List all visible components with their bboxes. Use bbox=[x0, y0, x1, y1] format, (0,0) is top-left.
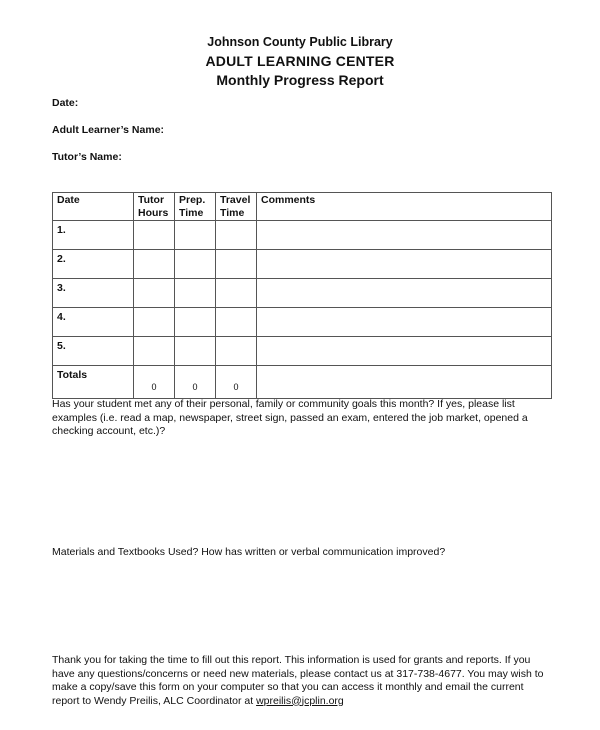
comments-cell[interactable] bbox=[257, 308, 552, 337]
travel-time-cell[interactable] bbox=[216, 308, 257, 337]
col-header-comments: Comments bbox=[257, 193, 552, 221]
table-row bbox=[53, 279, 552, 308]
tutor-hours-cell[interactable] bbox=[134, 250, 175, 279]
org-name: Johnson County Public Library bbox=[207, 35, 393, 49]
totals-comments-cell[interactable] bbox=[257, 366, 552, 399]
learner-name-field-label: Adult Learner’s Name: bbox=[52, 124, 165, 136]
travel-time-cell[interactable] bbox=[216, 279, 257, 308]
comments-cell[interactable] bbox=[257, 337, 552, 366]
table-row bbox=[53, 250, 552, 279]
center-name: ADULT LEARNING CENTER bbox=[205, 53, 395, 69]
comments-cell[interactable] bbox=[257, 221, 552, 250]
table-row bbox=[53, 337, 552, 366]
materials-question: Materials and Textbooks Used? How has written or verbal communication improved? bbox=[52, 546, 446, 558]
prep-time-cell[interactable] bbox=[175, 308, 216, 337]
table-header-row bbox=[53, 193, 552, 221]
footer-note bbox=[52, 654, 552, 708]
footer-text: Thank you for taking the time to fill out this report. This information is used for grants and reports. If you have any questions/concerns or need new materials, please contact us at 317-738-4677. You may wish to make a copy/save this form on your computer so that you can access it monthly and email the current report to Wendy Preilis, ALC Coordinator at bbox=[52, 654, 544, 707]
tutor-hours-cell[interactable] bbox=[134, 308, 175, 337]
total-travel-time: 0 bbox=[216, 366, 257, 399]
prep-time-cell[interactable] bbox=[175, 279, 216, 308]
prep-time-cell[interactable] bbox=[175, 337, 216, 366]
goals-question: Has your student met any of their personal, family or community goals this month? If yes, please list examples (i.e. read a map, newspaper, street sign, passed an exam, entered the job market, opened a checking account, etc.)? bbox=[52, 398, 528, 437]
tutor-name-field-label: Tutor’s Name: bbox=[52, 151, 122, 163]
row-number: 3. bbox=[53, 279, 134, 308]
report-title: Monthly Progress Report bbox=[216, 72, 384, 88]
row-number: 2. bbox=[53, 250, 134, 279]
row-number: 1. bbox=[53, 221, 134, 250]
table-row bbox=[53, 221, 552, 250]
date-field-label: Date: bbox=[52, 97, 79, 109]
tutor-hours-cell[interactable] bbox=[134, 279, 175, 308]
coordinator-email-link[interactable]: wpreilis@jcplin.org bbox=[256, 694, 344, 707]
row-number: 5. bbox=[53, 337, 134, 366]
comments-cell[interactable] bbox=[257, 279, 552, 308]
col-header-prep-time: Prep. Time bbox=[175, 193, 216, 221]
total-tutor-hours: 0 bbox=[134, 366, 175, 399]
progress-table bbox=[52, 192, 552, 399]
col-header-tutor-hours: Tutor Hours bbox=[134, 193, 175, 221]
tutor-hours-cell[interactable] bbox=[134, 337, 175, 366]
table-row bbox=[53, 308, 552, 337]
col-header-travel-time: Travel Time bbox=[216, 193, 257, 221]
totals-row bbox=[53, 366, 552, 399]
total-prep-time: 0 bbox=[175, 366, 216, 399]
col-header-date: Date bbox=[53, 193, 134, 221]
comments-cell[interactable] bbox=[257, 250, 552, 279]
travel-time-cell[interactable] bbox=[216, 250, 257, 279]
prep-time-cell[interactable] bbox=[175, 221, 216, 250]
report-header bbox=[0, 33, 600, 90]
travel-time-cell[interactable] bbox=[216, 221, 257, 250]
totals-label: Totals bbox=[53, 366, 134, 399]
travel-time-cell[interactable] bbox=[216, 337, 257, 366]
tutor-hours-cell[interactable] bbox=[134, 221, 175, 250]
row-number: 4. bbox=[53, 308, 134, 337]
prep-time-cell[interactable] bbox=[175, 250, 216, 279]
